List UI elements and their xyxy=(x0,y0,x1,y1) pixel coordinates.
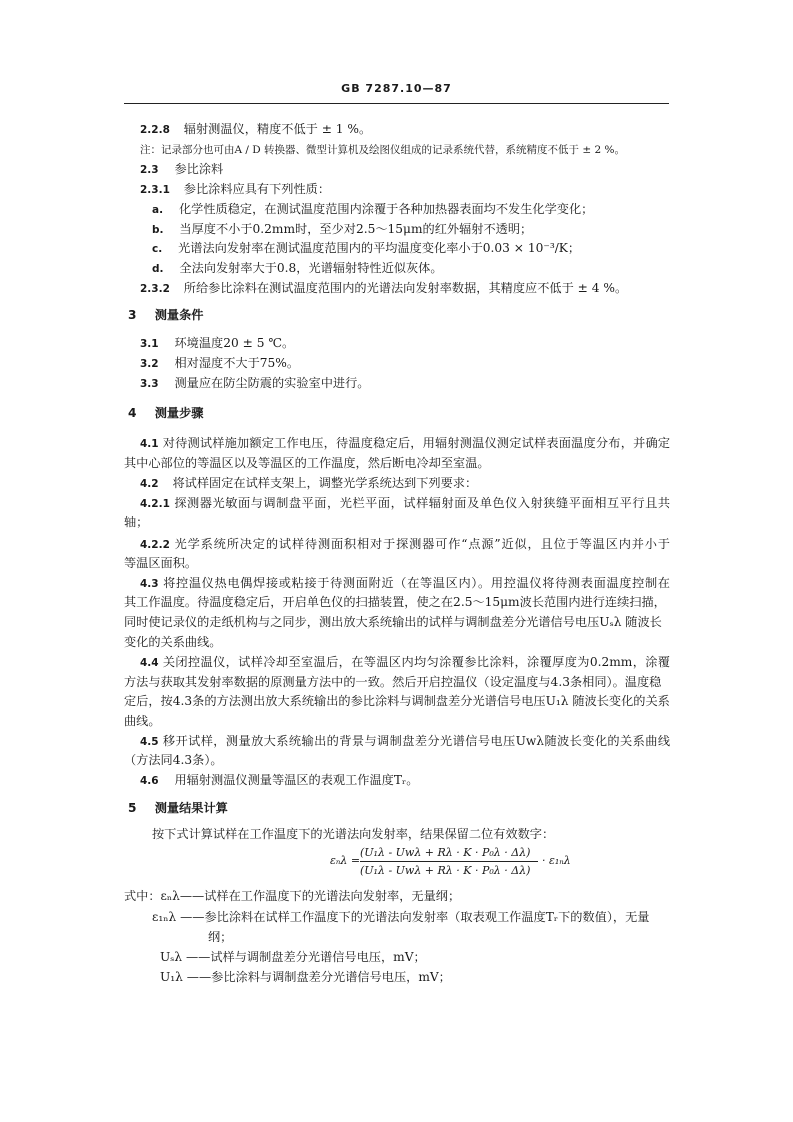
clause-number: 3.2 xyxy=(140,358,159,370)
item-letter: c. xyxy=(152,243,163,255)
item-text: 当厚度不小于0.2mm时，至少对2.5～15μm的红外辐射不透明； xyxy=(179,222,533,236)
clause-text: 其中心部位的等温区以及等温区的工作温度，然后断电冷却至室温。 xyxy=(124,456,490,470)
clause-4-2-2-line-2 xyxy=(124,555,197,571)
clause-4-2-1-line-1 xyxy=(140,495,670,512)
clause-text: 参比涂料 xyxy=(174,162,224,176)
formula-lhs: εₙλ = xyxy=(330,854,361,867)
clause-3-3 xyxy=(140,375,369,392)
clause-4-4-line-2 xyxy=(124,674,661,690)
definition-epsilon-n xyxy=(124,888,460,904)
section-5-intro xyxy=(152,826,554,842)
clause-number: 3.1 xyxy=(140,338,159,350)
clause-text: （方法同4.3条）。 xyxy=(124,753,223,767)
item-letter: d. xyxy=(152,263,164,275)
clause-number: 3.3 xyxy=(140,378,159,390)
page-header-standard-number: GB 7287.10—87 xyxy=(341,82,452,95)
clause-text: 将试样固定在试样支架上，调整光学系统达到下列要求： xyxy=(172,476,478,490)
section-title: 测量步骤 xyxy=(154,406,204,420)
definition-text: 纲； xyxy=(208,930,233,944)
clause-2-3-1 xyxy=(140,181,330,198)
item-letter: b. xyxy=(152,224,164,236)
clause-text: 曲线。 xyxy=(124,714,161,728)
definition-text: 参比涂料在试样工作温度下的光谱法向发射率（取表观工作温度Tᵣ下的数值），无量 xyxy=(204,910,650,924)
property-d xyxy=(152,260,443,277)
clause-number: 4.4 xyxy=(140,657,159,669)
clause-4-1-line-1 xyxy=(140,435,670,452)
section-number: 3 xyxy=(128,308,137,322)
clause-4-4-line-4 xyxy=(124,713,161,729)
clause-4-2-1-line-2 xyxy=(124,514,148,530)
definition-epsilon-1n xyxy=(152,909,649,925)
clause-number: 2.3 xyxy=(140,164,159,176)
clause-4-2 xyxy=(140,475,477,492)
clause-text: 变化的关系曲线。 xyxy=(124,635,222,649)
clause-text: 同时使记录仪的走纸机构与之同步，测出放大系统输出的试样与调制盘差分光谱信号电压Uₛλ 随波长 xyxy=(124,615,662,629)
section-5-heading xyxy=(128,800,228,816)
section-number: 5 xyxy=(128,801,137,815)
clause-4-5-line-1 xyxy=(140,733,670,750)
clause-text: 测量应在防尘防震的实验室中进行。 xyxy=(174,376,370,390)
clause-4-3-line-4 xyxy=(124,634,222,650)
clause-4-3-line-2 xyxy=(124,594,666,610)
definition-symbol: U₁λ —— xyxy=(160,970,212,984)
clause-number: 4.5 xyxy=(140,736,159,748)
definition-text: 试样在工作温度下的光谱法向发射率，无量纲； xyxy=(204,889,461,903)
clause-number: 4.2.2 xyxy=(140,539,170,551)
property-b xyxy=(152,221,532,238)
definition-symbol: 式中：εₙλ—— xyxy=(124,889,205,903)
clause-3-1 xyxy=(140,335,294,352)
clause-number: 4.2 xyxy=(140,478,159,490)
clause-text: 用辐射测温仪测量等温区的表观工作温度Tᵣ。 xyxy=(174,773,419,787)
clause-text: 所给参比涂料在测试温度范围内的光谱法向发射率数据，其精度应不低于 ± 4 %。 xyxy=(183,281,628,295)
definition-u-1 xyxy=(160,969,451,985)
formula-rhs: · ε₁ₙλ xyxy=(542,854,571,867)
item-text: 化学性质稳定，在测试温度范围内涂覆于各种加热器表面均不发生化学变化； xyxy=(178,202,594,216)
definition-epsilon-1n-cont xyxy=(208,929,232,945)
clause-2-2-8 xyxy=(140,121,371,138)
clause-number: 4.6 xyxy=(140,775,159,787)
note-recording xyxy=(140,142,625,158)
clause-number: 2.3.2 xyxy=(140,283,170,295)
clause-text: 其工作温度。待温度稳定后，开启单色仪的扫描装置，使之在2.5～15μm波长范围内进行连续扫描， xyxy=(124,595,666,609)
property-c xyxy=(152,240,580,257)
clause-text: 移开试样，测量放大系统输出的背景与调制盘差分光谱信号电压Uwλ随波长变化的关系曲线 xyxy=(162,734,671,748)
clause-4-3-line-3 xyxy=(124,614,662,630)
definition-symbol: Uₛλ —— xyxy=(160,950,211,964)
formula-numerator: (U₁λ - Uwλ + Rλ · K · P₀λ · Δλ) xyxy=(360,846,531,859)
clause-text: 对待测试样施加额定工作电压，待温度稳定后，用辐射测温仪测定试样表面温度分布，并确定 xyxy=(162,436,671,450)
clause-4-4-line-1 xyxy=(140,654,670,671)
clause-4-4-line-3 xyxy=(124,693,670,709)
section-4-heading xyxy=(128,405,203,421)
item-letter: a. xyxy=(152,204,164,216)
formula-fraction-bar xyxy=(360,861,538,862)
section-title: 测量结果计算 xyxy=(154,801,228,815)
clause-4-6 xyxy=(140,772,418,789)
clause-text: 等温区面积。 xyxy=(124,556,198,570)
section-3-heading xyxy=(128,307,203,323)
clause-text: 光学系统所决定的试样待测面积相对于探测器可作“点源”近似，且位于等温区内并小于 xyxy=(174,537,670,551)
clause-text: 定后，按4.3条的方法测出放大系统输出的参比涂料与调制盘差分光谱信号电压U₁λ 随波长变化的关系 xyxy=(124,694,670,708)
section-number: 4 xyxy=(128,406,137,420)
clause-text: 环境温度20 ± 5 ℃。 xyxy=(174,336,295,350)
formula-denominator: (U₁λ - Uwλ + Rλ · K · P₀λ · Δλ) xyxy=(360,864,531,877)
definition-text: 试样与调制盘差分光谱信号电压，mV； xyxy=(210,950,426,964)
property-a xyxy=(152,201,593,218)
clause-text: 关闭控温仪，试样冷却至室温后，在等温区内均匀涂覆参比涂料，涂覆厚度为0.2mm，涂覆 xyxy=(162,655,670,669)
clause-number: 4.1 xyxy=(140,438,159,450)
clause-text: 辐射测温仪，精度不低于 ± 1 %。 xyxy=(183,122,372,136)
clause-number: 2.2.8 xyxy=(140,124,170,136)
clause-3-2 xyxy=(140,355,299,372)
clause-4-5-line-2 xyxy=(124,752,223,768)
intro-text: 按下式计算试样在工作温度下的光谱法向发射率，结果保留二位有效数字： xyxy=(152,827,555,841)
definition-symbol: ε₁ₙλ —— xyxy=(152,910,205,924)
definition-text: 参比涂料与调制盘差分光谱信号电压，mV； xyxy=(211,970,451,984)
clause-2-3 xyxy=(140,161,223,178)
clause-4-3-line-1 xyxy=(140,575,670,592)
clause-text: 将控温仪热电偶焊接或粘接于待测面附近（在等温区内）。用控温仪将待测表面温度控制在 xyxy=(163,576,670,590)
item-text: 光谱法向发射率在测试温度范围内的平均温度变化率小于0.03 × 10⁻³/K； xyxy=(178,241,581,255)
clause-text: 参比涂料应具有下列性质： xyxy=(183,182,331,196)
item-text: 全法向发射率大于0.8，光谱辐射特性近似灰体。 xyxy=(179,261,443,275)
clause-number: 4.3 xyxy=(140,578,159,590)
clause-number: 4.2.1 xyxy=(140,498,170,510)
section-title: 测量条件 xyxy=(154,308,204,322)
clause-text: 相对湿度不大于75%。 xyxy=(174,356,300,370)
clause-2-3-2 xyxy=(140,280,627,297)
emissivity-formula xyxy=(330,842,590,882)
clause-4-1-line-2 xyxy=(124,455,490,471)
header-rule xyxy=(124,103,669,104)
definition-u-s xyxy=(160,949,426,965)
clause-text: 探测器光敏面与调制盘平面，光栏平面，试样辐射面及单色仪入射狭缝平面相互平行且共 xyxy=(174,496,671,510)
clause-text: 轴； xyxy=(124,515,149,529)
clause-text: 方法与获取其发射率数据的原测量方法中的一致。然后开启控温仪（设定温度与4.3条相同）。温度稳 xyxy=(124,675,662,689)
note-text: 注：记录部分也可由A / D 转换器、微型计算机及绘图仪组成的记录系统代替，系统精度不低于 ± 2 %。 xyxy=(140,144,626,156)
clause-4-2-2-line-1 xyxy=(140,536,670,553)
clause-number: 2.3.1 xyxy=(140,184,170,196)
